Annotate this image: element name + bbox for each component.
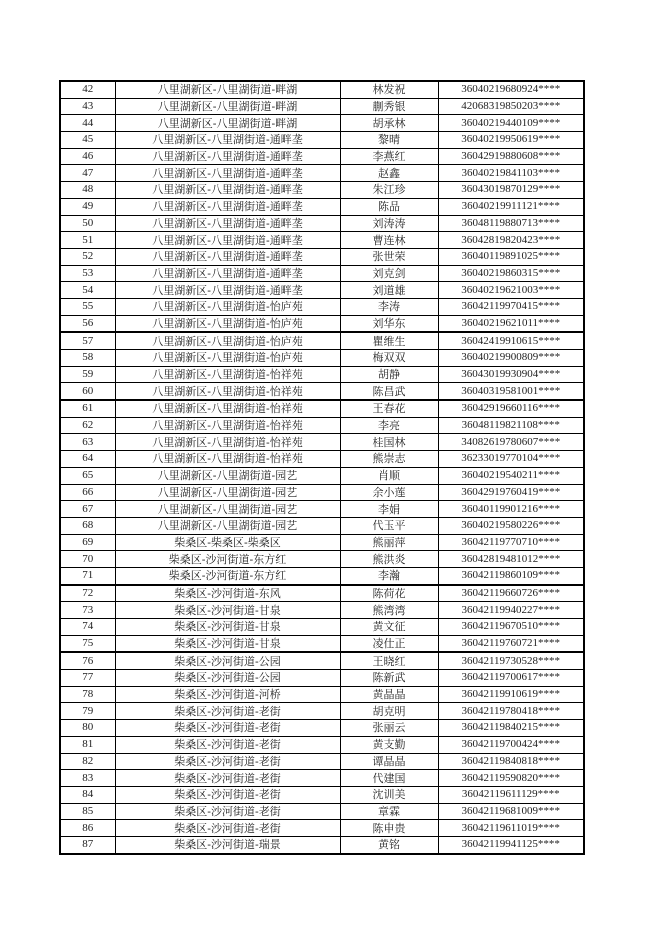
address-cell: 柴桑区-沙河街道-东风 <box>115 585 340 602</box>
name-cell: 熊湾湾 <box>340 602 438 619</box>
row-number-cell: 83 <box>60 770 115 787</box>
row-number-cell: 44 <box>60 115 115 132</box>
id-number-cell: 36042119730528**** <box>438 652 584 669</box>
id-number-cell: 36042119780418**** <box>438 703 584 720</box>
id-number-cell: 36042119840818**** <box>438 753 584 770</box>
row-number-cell: 81 <box>60 736 115 753</box>
address-cell: 八里湖新区-八里湖街道-通畔垄 <box>115 165 340 182</box>
row-number-cell: 64 <box>60 451 115 468</box>
address-cell: 八里湖新区-八里湖街道-通畔垄 <box>115 148 340 165</box>
row-number-cell: 49 <box>60 198 115 215</box>
row-number-cell: 61 <box>60 400 115 417</box>
address-cell: 柴桑区-沙河街道-东方红 <box>115 551 340 568</box>
name-cell: 王春花 <box>340 400 438 417</box>
id-number-cell: 36042119760721**** <box>438 635 584 652</box>
row-number-cell: 80 <box>60 720 115 737</box>
table-row <box>60 165 584 182</box>
name-cell: 梅双双 <box>340 350 438 367</box>
name-cell: 陈申贵 <box>340 820 438 837</box>
address-cell: 八里湖新区-八里湖街道-怡祥苑 <box>115 451 340 468</box>
id-number-cell: 36040219900809**** <box>438 350 584 367</box>
row-number-cell: 68 <box>60 517 115 534</box>
name-cell: 沈训美 <box>340 786 438 803</box>
address-cell: 柴桑区-沙河街道-甘泉 <box>115 619 340 636</box>
id-number-cell: 36040319581001**** <box>438 383 584 400</box>
id-number-cell: 36042119910619**** <box>438 686 584 703</box>
name-cell: 代建国 <box>340 770 438 787</box>
name-cell: 朱江珍 <box>340 182 438 199</box>
id-number-cell: 36040219911121**** <box>438 198 584 215</box>
id-number-cell: 36042119660726**** <box>438 585 584 602</box>
id-number-cell: 36040219680924**** <box>438 81 584 98</box>
table-row <box>60 451 584 468</box>
address-cell: 八里湖新区-八里湖街道-通畔垄 <box>115 265 340 282</box>
address-cell: 八里湖新区-八里湖街道-怡庐苑 <box>115 315 340 332</box>
id-number-cell: 36042919880608**** <box>438 148 584 165</box>
table-row <box>60 551 584 568</box>
address-cell: 八里湖新区-八里湖街道-园艺 <box>115 484 340 501</box>
name-cell: 瞿维生 <box>340 332 438 349</box>
table-row <box>60 836 584 853</box>
table-row <box>60 820 584 837</box>
table-row <box>60 434 584 451</box>
table-row <box>60 232 584 249</box>
row-number-cell: 45 <box>60 132 115 149</box>
row-number-cell: 72 <box>60 585 115 602</box>
id-number-cell: 34082619780607**** <box>438 434 584 451</box>
address-cell: 柴桑区-沙河街道-老街 <box>115 720 340 737</box>
address-cell: 柴桑区-沙河街道-公园 <box>115 670 340 687</box>
name-cell: 刘道雄 <box>340 282 438 299</box>
address-cell: 八里湖新区-八里湖街道-园艺 <box>115 467 340 484</box>
table-row <box>60 148 584 165</box>
address-cell: 柴桑区-沙河街道-老街 <box>115 703 340 720</box>
address-cell: 柴桑区-柴桑区-柴桑区 <box>115 534 340 551</box>
address-cell: 八里湖新区-八里湖街道-通畔垄 <box>115 232 340 249</box>
name-cell: 蒯秀银 <box>340 98 438 115</box>
name-cell: 黎晴 <box>340 132 438 149</box>
table-row <box>60 81 584 98</box>
name-cell: 章霖 <box>340 803 438 820</box>
address-cell: 八里湖新区-八里湖街道-怡祥苑 <box>115 434 340 451</box>
id-number-cell: 36042919760419**** <box>438 484 584 501</box>
name-cell: 肖顺 <box>340 467 438 484</box>
table-row <box>60 703 584 720</box>
name-cell: 熊崇志 <box>340 451 438 468</box>
table-row <box>60 753 584 770</box>
name-cell: 张世荣 <box>340 248 438 265</box>
address-cell: 八里湖新区-八里湖街道-通畔垄 <box>115 198 340 215</box>
address-cell: 八里湖新区-八里湖街道-怡祥苑 <box>115 366 340 383</box>
address-cell: 柴桑区-沙河街道-公园 <box>115 652 340 669</box>
table-row <box>60 803 584 820</box>
name-cell: 熊丽萍 <box>340 534 438 551</box>
address-cell: 八里湖新区-八里湖街道-畔湖 <box>115 98 340 115</box>
name-cell: 王晓红 <box>340 652 438 669</box>
address-cell: 柴桑区-沙河街道-甘泉 <box>115 602 340 619</box>
record-table-body <box>60 81 584 854</box>
table-row <box>60 98 584 115</box>
id-number-cell: 36040219540211**** <box>438 467 584 484</box>
address-cell: 柴桑区-沙河街道-老街 <box>115 803 340 820</box>
table-row <box>60 315 584 332</box>
table-row <box>60 602 584 619</box>
id-number-cell: 36042119940227**** <box>438 602 584 619</box>
address-cell: 八里湖新区-八里湖街道-通畔垄 <box>115 282 340 299</box>
name-cell: 刘克剑 <box>340 265 438 282</box>
name-cell: 陈昌武 <box>340 383 438 400</box>
address-cell: 柴桑区-沙河街道-瑞景 <box>115 836 340 853</box>
id-number-cell: 36040219621003**** <box>438 282 584 299</box>
address-cell: 八里湖新区-八里湖街道-怡庐苑 <box>115 298 340 315</box>
name-cell: 李涛 <box>340 298 438 315</box>
address-cell: 柴桑区-沙河街道-老街 <box>115 770 340 787</box>
id-number-cell: 36042119941125**** <box>438 836 584 853</box>
table-row <box>60 215 584 232</box>
row-number-cell: 69 <box>60 534 115 551</box>
id-number-cell: 36042119590820**** <box>438 770 584 787</box>
name-cell: 赵鑫 <box>340 165 438 182</box>
name-cell: 胡承林 <box>340 115 438 132</box>
address-cell: 八里湖新区-八里湖街道-怡庐苑 <box>115 332 340 349</box>
name-cell: 胡克明 <box>340 703 438 720</box>
id-number-cell: 36040219621011**** <box>438 315 584 332</box>
table-row <box>60 567 584 584</box>
address-cell: 八里湖新区-八里湖街道-怡祥苑 <box>115 383 340 400</box>
name-cell: 陈荷花 <box>340 585 438 602</box>
address-cell: 八里湖新区-八里湖街道-怡庐苑 <box>115 350 340 367</box>
table-row <box>60 517 584 534</box>
row-number-cell: 53 <box>60 265 115 282</box>
table-row <box>60 248 584 265</box>
address-cell: 八里湖新区-八里湖街道-怡祥苑 <box>115 417 340 434</box>
id-number-cell: 36040219841103**** <box>438 165 584 182</box>
row-number-cell: 77 <box>60 670 115 687</box>
table-row <box>60 198 584 215</box>
table-row <box>60 720 584 737</box>
id-number-cell: 36040219440109**** <box>438 115 584 132</box>
table-row <box>60 115 584 132</box>
id-number-cell: 36042119860109**** <box>438 567 584 584</box>
row-number-cell: 70 <box>60 551 115 568</box>
name-cell: 陈新武 <box>340 670 438 687</box>
name-cell: 李瀚 <box>340 567 438 584</box>
table-row <box>60 132 584 149</box>
address-cell: 柴桑区-沙河街道-河桥 <box>115 686 340 703</box>
address-cell: 柴桑区-沙河街道-老街 <box>115 820 340 837</box>
id-number-cell: 36040219580226**** <box>438 517 584 534</box>
table-row <box>60 282 584 299</box>
row-number-cell: 58 <box>60 350 115 367</box>
address-cell: 八里湖新区-八里湖街道-通畔垄 <box>115 182 340 199</box>
address-cell: 柴桑区-沙河街道-老街 <box>115 786 340 803</box>
address-cell: 八里湖新区-八里湖街道-畔湖 <box>115 115 340 132</box>
name-cell: 林发祝 <box>340 81 438 98</box>
id-number-cell: 36040219950619**** <box>438 132 584 149</box>
row-number-cell: 47 <box>60 165 115 182</box>
id-number-cell: 36042119770710**** <box>438 534 584 551</box>
name-cell: 代玉平 <box>340 517 438 534</box>
table-row <box>60 366 584 383</box>
table-row <box>60 686 584 703</box>
row-number-cell: 50 <box>60 215 115 232</box>
table-row <box>60 182 584 199</box>
table-row <box>60 501 584 518</box>
name-cell: 熊洪炎 <box>340 551 438 568</box>
row-number-cell: 71 <box>60 567 115 584</box>
table-row <box>60 350 584 367</box>
row-number-cell: 85 <box>60 803 115 820</box>
table-row <box>60 736 584 753</box>
table-row <box>60 298 584 315</box>
name-cell: 李娟 <box>340 501 438 518</box>
table-row <box>60 534 584 551</box>
table-row <box>60 265 584 282</box>
name-cell: 李燕红 <box>340 148 438 165</box>
row-number-cell: 59 <box>60 366 115 383</box>
address-cell: 八里湖新区-八里湖街道-通畔垄 <box>115 248 340 265</box>
table-row <box>60 417 584 434</box>
table-row <box>60 652 584 669</box>
address-cell: 八里湖新区-八里湖街道-通畔垄 <box>115 132 340 149</box>
id-number-cell: 36042119700424**** <box>438 736 584 753</box>
id-number-cell: 36042119681009**** <box>438 803 584 820</box>
id-number-cell: 36042119970415**** <box>438 298 584 315</box>
id-number-cell: 36042119611129**** <box>438 786 584 803</box>
address-cell: 八里湖新区-八里湖街道-怡祥苑 <box>115 400 340 417</box>
row-number-cell: 46 <box>60 148 115 165</box>
id-number-cell: 36042119840215**** <box>438 720 584 737</box>
row-number-cell: 51 <box>60 232 115 249</box>
record-table <box>59 80 585 855</box>
row-number-cell: 62 <box>60 417 115 434</box>
row-number-cell: 86 <box>60 820 115 837</box>
name-cell: 余小莲 <box>340 484 438 501</box>
name-cell: 黄文征 <box>340 619 438 636</box>
row-number-cell: 56 <box>60 315 115 332</box>
name-cell: 黄铭 <box>340 836 438 853</box>
id-number-cell: 36042419910615**** <box>438 332 584 349</box>
row-number-cell: 52 <box>60 248 115 265</box>
row-number-cell: 73 <box>60 602 115 619</box>
id-number-cell: 36040119901216**** <box>438 501 584 518</box>
id-number-cell: 36042119700617**** <box>438 670 584 687</box>
table-row <box>60 670 584 687</box>
id-number-cell: 36042119670510**** <box>438 619 584 636</box>
name-cell: 曹连林 <box>340 232 438 249</box>
table-row <box>60 383 584 400</box>
row-number-cell: 43 <box>60 98 115 115</box>
table-row <box>60 585 584 602</box>
row-number-cell: 67 <box>60 501 115 518</box>
name-cell: 陈品 <box>340 198 438 215</box>
name-cell: 刘涛涛 <box>340 215 438 232</box>
id-number-cell: 36048119880713**** <box>438 215 584 232</box>
id-number-cell: 36233019770104**** <box>438 451 584 468</box>
id-number-cell: 36040219860315**** <box>438 265 584 282</box>
table-row <box>60 484 584 501</box>
row-number-cell: 79 <box>60 703 115 720</box>
row-number-cell: 66 <box>60 484 115 501</box>
table-row <box>60 786 584 803</box>
name-cell: 刘华东 <box>340 315 438 332</box>
name-cell: 李亮 <box>340 417 438 434</box>
name-cell: 凌仕正 <box>340 635 438 652</box>
table-row <box>60 332 584 349</box>
id-number-cell: 36042919660116**** <box>438 400 584 417</box>
row-number-cell: 48 <box>60 182 115 199</box>
address-cell: 柴桑区-沙河街道-东方红 <box>115 567 340 584</box>
row-number-cell: 74 <box>60 619 115 636</box>
id-number-cell: 36043019870129**** <box>438 182 584 199</box>
table-row <box>60 619 584 636</box>
address-cell: 八里湖新区-八里湖街道-畔湖 <box>115 81 340 98</box>
row-number-cell: 87 <box>60 836 115 853</box>
row-number-cell: 63 <box>60 434 115 451</box>
row-number-cell: 76 <box>60 652 115 669</box>
id-number-cell: 36043019930904**** <box>438 366 584 383</box>
id-number-cell: 36048119821108**** <box>438 417 584 434</box>
name-cell: 谭晶晶 <box>340 753 438 770</box>
row-number-cell: 54 <box>60 282 115 299</box>
table-row <box>60 770 584 787</box>
name-cell: 胡静 <box>340 366 438 383</box>
name-cell: 黄晶晶 <box>340 686 438 703</box>
id-number-cell: 36042119611019**** <box>438 820 584 837</box>
table-row <box>60 635 584 652</box>
address-cell: 柴桑区-沙河街道-老街 <box>115 736 340 753</box>
address-cell: 八里湖新区-八里湖街道-园艺 <box>115 517 340 534</box>
row-number-cell: 75 <box>60 635 115 652</box>
row-number-cell: 60 <box>60 383 115 400</box>
id-number-cell: 36040119891025**** <box>438 248 584 265</box>
table-row <box>60 400 584 417</box>
id-number-cell: 36042819820423**** <box>438 232 584 249</box>
row-number-cell: 55 <box>60 298 115 315</box>
row-number-cell: 78 <box>60 686 115 703</box>
row-number-cell: 82 <box>60 753 115 770</box>
row-number-cell: 42 <box>60 81 115 98</box>
row-number-cell: 57 <box>60 332 115 349</box>
id-number-cell: 36042819481012**** <box>438 551 584 568</box>
address-cell: 八里湖新区-八里湖街道-通畔垄 <box>115 215 340 232</box>
id-number-cell: 42068319850203**** <box>438 98 584 115</box>
table-row <box>60 467 584 484</box>
name-cell: 黄支勤 <box>340 736 438 753</box>
address-cell: 八里湖新区-八里湖街道-园艺 <box>115 501 340 518</box>
row-number-cell: 65 <box>60 467 115 484</box>
row-number-cell: 84 <box>60 786 115 803</box>
name-cell: 张丽云 <box>340 720 438 737</box>
address-cell: 柴桑区-沙河街道-老街 <box>115 753 340 770</box>
address-cell: 柴桑区-沙河街道-甘泉 <box>115 635 340 652</box>
name-cell: 桂国林 <box>340 434 438 451</box>
